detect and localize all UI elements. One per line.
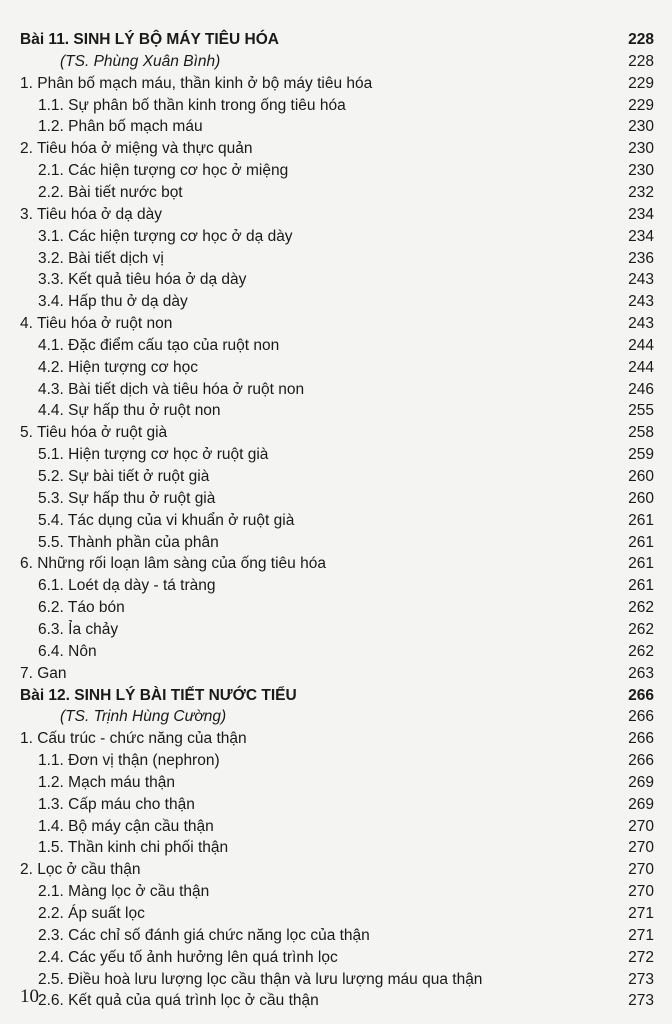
toc-subsection <box>0 749 672 773</box>
toc-entry-title: 6.2. Táo bón <box>38 599 125 617</box>
toc-author <box>0 705 672 729</box>
toc-entry-title: 1. Cấu trúc - chức năng của thận <box>20 730 247 748</box>
toc-entry-page: 234 <box>628 227 654 245</box>
toc-entry-page: 262 <box>628 599 654 617</box>
toc-entry-page: 270 <box>628 883 654 901</box>
toc-entry-title: 3.4. Hấp thu ở dạ dày <box>38 293 188 311</box>
toc-entry-title: 6.4. Nôn <box>38 642 97 660</box>
toc-entry-page: 266 <box>628 752 654 770</box>
toc-entry-page: 269 <box>628 795 654 813</box>
toc-subsection <box>0 902 672 926</box>
toc-entry-title: 5.2. Sự bài tiết ở ruột già <box>38 468 210 485</box>
toc-subsection <box>0 574 672 598</box>
toc-entry-page: 230 <box>628 162 654 180</box>
toc-entry-title: 2.4. Các yếu tố ảnh hưởng lên quá trình lọc <box>38 948 338 966</box>
toc-subsection <box>0 487 672 511</box>
toc-entry-page: 244 <box>628 336 654 354</box>
toc-entry-title: 4. Tiêu hóa ở ruột non <box>20 315 173 333</box>
page-number: 10 <box>20 986 39 1007</box>
toc-entry-title: 2.3. Các chỉ số đánh giá chức năng lọc của thận <box>38 926 370 944</box>
toc-entry-title: 2.5. Điều hoà lưu lượng lọc cầu thận và lưu lượng máu qua thận <box>38 970 483 988</box>
toc-entry-title: 2.6. Kết quả của quá trình lọc ở cầu thận <box>38 992 319 1010</box>
toc-entry-title: 4.4. Sự hấp thu ở ruột non <box>38 402 221 420</box>
toc-entry-title: 1.1. Đơn vị thận (nephron) <box>38 752 220 770</box>
toc-entry-title: 7. Gan <box>20 664 67 682</box>
toc-entry-title: 3.3. Kết quả tiêu hóa ở dạ dày <box>38 271 247 289</box>
toc-entry-title: 6.1. Loét dạ dày - tá tràng <box>38 577 216 595</box>
toc-subsection <box>0 268 672 292</box>
toc-entry-page: 261 <box>628 533 654 551</box>
toc-entry-page: 259 <box>628 446 654 464</box>
toc-entry-page: 232 <box>628 183 654 201</box>
toc-entry-title: 4.2. Hiện tượng cơ học <box>38 358 198 376</box>
toc-entry-page: 246 <box>628 380 654 398</box>
toc-subsection <box>0 924 672 948</box>
toc-subsection <box>0 640 672 664</box>
toc-entry-page: 266 <box>628 730 654 748</box>
toc-entry-page: 270 <box>628 817 654 835</box>
toc-entry-title: 2. Tiêu hóa ở miệng và thực quản <box>20 140 253 158</box>
toc-entry-page: 228 <box>628 31 654 48</box>
toc-entry-title: 5.3. Sự hấp thu ở ruột già <box>38 489 216 507</box>
toc-entry-page: 269 <box>628 773 654 791</box>
toc-subsection <box>0 880 672 904</box>
toc-subsection <box>0 836 672 860</box>
toc-subsection <box>0 531 672 555</box>
toc-subsection <box>0 815 672 839</box>
toc-subsection <box>0 509 672 533</box>
toc-section <box>0 137 672 161</box>
toc-entry-title: 5.4. Tác dụng của vi khuẩn ở ruột già <box>38 511 295 529</box>
toc-entry-title: 5.1. Hiện tượng cơ học ở ruột già <box>38 446 269 464</box>
toc-entry-page: 261 <box>628 577 654 595</box>
toc-entry-page: 271 <box>628 926 654 944</box>
toc-entry-page: 229 <box>628 74 654 92</box>
toc-entry-title: 4.3. Bài tiết dịch và tiêu hóa ở ruột non <box>38 380 305 398</box>
toc-subsection <box>0 443 672 467</box>
toc-subsection <box>0 618 672 642</box>
toc-entry-title: 1.5. Thần kinh chi phối thận <box>38 839 229 857</box>
toc-subsection <box>0 968 672 992</box>
toc-entry-page: 261 <box>628 555 654 573</box>
toc-entry-page: 234 <box>628 205 654 223</box>
toc-entry-page: 243 <box>628 293 654 311</box>
toc-entry-title: 3.1. Các hiện tượng cơ học ở dạ dày <box>38 227 293 245</box>
toc-entry-title: 2.1. Màng lọc ở cầu thận <box>38 883 210 901</box>
toc-entry-title: 2.2. Áp suất lọc <box>38 905 145 922</box>
toc-subsection <box>0 225 672 249</box>
toc-entry-page: 244 <box>628 358 654 376</box>
toc-entry-title: 1.4. Bộ máy cận cầu thận <box>38 817 214 835</box>
toc-subsection <box>0 596 672 620</box>
toc-entry-title: 2.2. Bài tiết nước bọt <box>38 183 183 201</box>
toc-entry-title: 3.2. Bài tiết dịch vị <box>38 249 164 267</box>
toc-entry-title: 2. Lọc ở cầu thận <box>20 861 141 879</box>
toc-entry-title: 3. Tiêu hóa ở dạ dày <box>20 205 163 223</box>
toc-entry-page: 272 <box>628 948 654 966</box>
toc-entry-title: 1.1. Sự phân bố thần kinh trong ống tiêu hóa <box>38 96 346 114</box>
toc-section <box>0 662 672 686</box>
toc-entry-page: 266 <box>628 686 654 704</box>
toc-entry-page: 261 <box>628 511 654 529</box>
toc-subsection <box>0 115 672 139</box>
toc-section <box>0 203 672 227</box>
toc-entry-title: 5.5. Thành phần của phân <box>38 533 219 551</box>
toc-section <box>0 72 672 96</box>
toc-entry-title: 1.3. Cấp máu cho thận <box>38 795 195 813</box>
toc-entry-title: 6.3. Ỉa chảy <box>38 620 119 638</box>
toc-subsection <box>0 399 672 423</box>
toc-entry-page: 230 <box>628 140 654 158</box>
toc-subsection <box>0 465 672 489</box>
toc-subsection <box>0 378 672 402</box>
toc-section <box>0 421 672 445</box>
toc-entry-title: Bài 12. SINH LÝ BÀI TIẾT NƯỚC TIỂU <box>20 686 297 704</box>
toc-subsection <box>0 334 672 358</box>
toc-entry-title: (TS. Trịnh Hùng Cường) <box>60 708 227 726</box>
toc-entry-title: 6. Những rối loạn lâm sàng của ống tiêu hóa <box>20 555 326 573</box>
toc-section <box>0 727 672 751</box>
toc-entry-page: 260 <box>628 468 654 485</box>
toc-entry-page: 263 <box>628 664 654 682</box>
toc-entry-page: 243 <box>628 315 654 333</box>
toc-subsection <box>0 946 672 970</box>
toc-subsection <box>0 247 672 271</box>
toc-subsection <box>0 94 672 118</box>
toc-entry-title: 2.1. Các hiện tượng cơ học ở miệng <box>38 162 289 180</box>
toc-section <box>0 858 672 882</box>
toc-subsection <box>0 159 672 183</box>
toc-entry-page: 270 <box>628 839 654 857</box>
toc-chapter-heading <box>0 28 672 52</box>
toc-entry-page: 262 <box>628 642 654 660</box>
toc-entry-title: 5. Tiêu hóa ở ruột già <box>20 424 168 442</box>
toc-entry-title: (TS. Phùng Xuân Bình) <box>60 52 221 70</box>
toc-entry-title: 4.1. Đặc điểm cấu tạo của ruột non <box>38 336 280 354</box>
toc-entry-title: 1.2. Mạch máu thận <box>38 773 175 791</box>
toc-entry-page: 228 <box>628 52 654 70</box>
toc-chapter-heading <box>0 684 672 708</box>
toc-section <box>0 552 672 576</box>
toc-entry-page: 270 <box>628 861 654 879</box>
toc-entry-page: 229 <box>628 96 654 114</box>
toc-entry-page: 262 <box>628 620 654 638</box>
toc-entry-page: 260 <box>628 489 654 507</box>
toc-subsection <box>0 356 672 380</box>
toc-entry-page: 243 <box>628 271 654 289</box>
toc-subsection <box>0 771 672 795</box>
toc-entry-page: 258 <box>628 424 654 442</box>
toc-subsection <box>0 989 672 1013</box>
toc-entry-title: 1.2. Phân bố mạch máu <box>38 118 203 136</box>
toc-entry-page: 266 <box>628 708 654 726</box>
toc-entry-page: 273 <box>628 970 654 988</box>
toc-subsection <box>0 793 672 817</box>
toc-subsection <box>0 181 672 205</box>
toc-entry-page: 271 <box>628 905 654 922</box>
toc-author <box>0 50 672 74</box>
toc-entry-page: 236 <box>628 249 654 267</box>
toc-subsection <box>0 290 672 314</box>
toc-entry-title: Bài 11. SINH LÝ BỘ MÁY TIÊU HÓA <box>20 31 279 48</box>
toc-entry-page: 273 <box>628 992 654 1010</box>
toc-entry-page: 255 <box>628 402 654 420</box>
toc-section <box>0 312 672 336</box>
toc-entry-page: 230 <box>628 118 654 136</box>
toc-entry-title: 1. Phân bố mạch máu, thần kinh ở bộ máy tiêu hóa <box>20 74 373 92</box>
